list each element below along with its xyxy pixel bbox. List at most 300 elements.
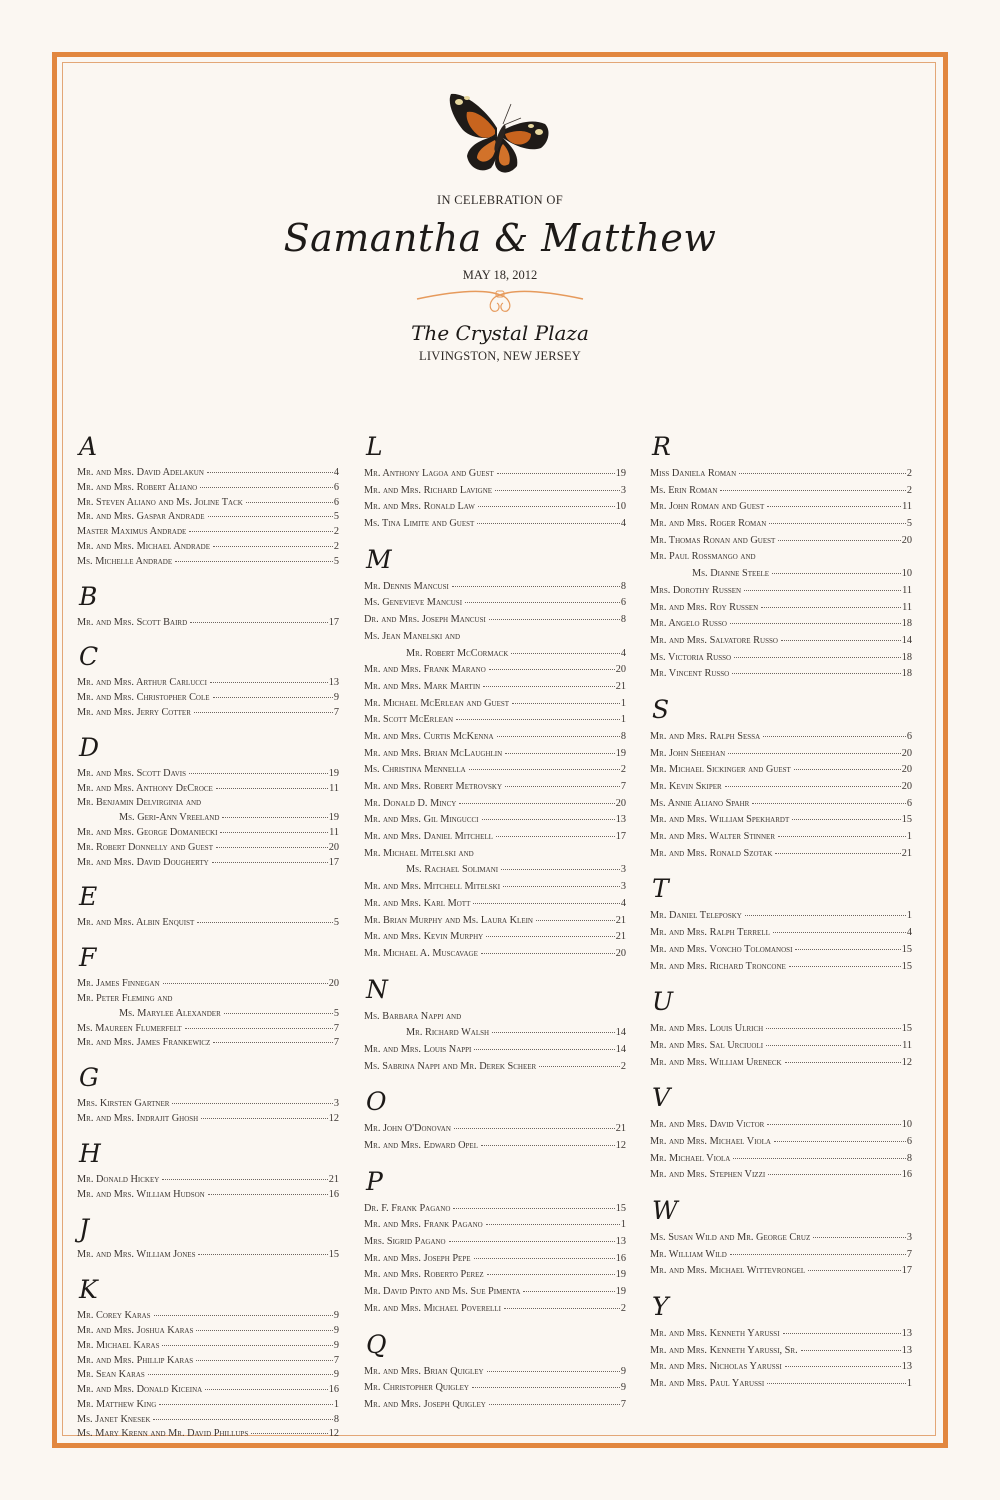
guest-name: Mrs. Dorothy Russen <box>650 584 742 596</box>
guest-entry <box>364 1217 626 1234</box>
guest-name: Mr. and Mrs. Ralph Terrell <box>650 927 770 939</box>
dot-leader <box>792 819 900 820</box>
dot-leader <box>496 836 615 837</box>
table-number: 13 <box>328 677 339 689</box>
table-number: 10 <box>901 568 912 580</box>
guest-name: Mr. and Mrs. Curtis McKenna <box>364 730 494 742</box>
guest-name: Mr. and Mrs. Gaspar Andrade <box>77 511 205 523</box>
guest-entry <box>77 1007 339 1022</box>
guest-name: Mr. and Mrs. William Jones <box>77 1249 196 1261</box>
dot-leader <box>767 1124 900 1125</box>
guest-name: Ms. Tina Limite and Guest <box>364 518 475 530</box>
guest-name: Mr. and Mrs. Scott Davis <box>77 767 187 779</box>
dot-leader <box>497 473 615 474</box>
guest-name: Ms. Genevieve Mancusi <box>364 597 463 609</box>
dot-leader <box>781 640 901 641</box>
dot-leader <box>189 531 333 532</box>
guest-entry <box>77 1324 339 1339</box>
venue-name: The Crystal Plaza <box>411 321 589 345</box>
guest-name: Mr. and Mrs. Louis Nappi <box>364 1043 472 1055</box>
guest-entry <box>650 1376 912 1393</box>
letter-section <box>77 943 339 1051</box>
dot-leader <box>474 1049 614 1050</box>
table-number: 5 <box>333 1007 339 1019</box>
section-letter: E <box>79 882 98 912</box>
table-number: 9 <box>333 1310 339 1322</box>
guest-entry <box>364 595 626 612</box>
dot-leader <box>512 703 620 704</box>
guest-name: Ms. Marylee Alexander <box>119 1007 221 1019</box>
guest-name: Mr. Matthew King <box>77 1398 157 1410</box>
table-number: 5 <box>333 555 339 567</box>
dot-leader <box>501 869 620 870</box>
guest-name: Mr. and Mrs. Kenneth Yarussi <box>650 1328 780 1340</box>
table-number: 21 <box>615 1123 626 1135</box>
letter-section <box>650 695 912 863</box>
table-number: 16 <box>328 1384 339 1396</box>
letter-section <box>77 1275 339 1442</box>
dot-leader <box>224 1013 333 1014</box>
table-number: 19 <box>328 812 339 824</box>
section-letter: B <box>79 581 98 611</box>
guest-entry <box>650 549 912 566</box>
guest-name: Mr. Brian Murphy and Ms. Laura Klein <box>364 914 533 926</box>
guest-name: Ms. Susan Wild and Mr. George Cruz <box>650 1232 811 1243</box>
guest-entry <box>364 1042 626 1059</box>
guest-name: Mr. and Mrs. James Frankewicz <box>77 1037 211 1049</box>
dot-leader <box>459 803 614 804</box>
dot-leader <box>153 1419 332 1420</box>
dot-leader <box>495 490 620 491</box>
dot-leader <box>732 673 900 674</box>
guest-name: Mr. Michael Viola <box>650 1152 731 1164</box>
guest-entry <box>364 483 626 500</box>
guest-entry <box>650 1326 912 1343</box>
table-number: 12 <box>328 1112 339 1124</box>
dot-leader <box>213 697 333 698</box>
dot-leader <box>808 1270 901 1271</box>
dot-leader <box>478 506 615 507</box>
dot-leader <box>473 903 619 904</box>
guest-name: Mr. and Mrs. Walter Stinner <box>650 831 775 843</box>
table-number: 20 <box>615 947 626 959</box>
guest-name: Mr. and Mrs. Brian McLaughlin <box>364 747 503 759</box>
guest-name: Mr. and Mrs. Richard Troncone <box>650 960 786 972</box>
letter-section <box>77 642 339 720</box>
guest-entry <box>364 1009 626 1026</box>
guest-entry <box>364 1301 626 1318</box>
dot-leader <box>789 966 901 967</box>
dot-leader <box>774 1141 906 1142</box>
table-number: 9 <box>333 1324 339 1336</box>
table-number: 1 <box>620 714 626 726</box>
guest-entry <box>364 946 626 963</box>
guest-name: Mr. and Mrs. Scott Baird <box>77 616 188 628</box>
table-number: 12 <box>901 1056 912 1068</box>
table-number: 9 <box>333 1369 339 1381</box>
table-number: 4 <box>620 518 626 530</box>
table-number: 7 <box>906 1248 912 1260</box>
guest-entry <box>77 525 339 540</box>
guest-name: Mr. James Finnegan <box>77 978 160 990</box>
table-number: 16 <box>901 1169 912 1181</box>
guest-name: Mr. Richard Walsh <box>406 1027 490 1039</box>
dot-leader <box>813 1237 906 1238</box>
guest-entry <box>650 925 912 942</box>
dot-leader <box>213 1042 333 1043</box>
table-number: 7 <box>333 1354 339 1366</box>
guest-entry <box>364 516 626 533</box>
dot-leader <box>216 847 328 848</box>
guest-name: Mr. and Mrs. Indrajit Ghosh <box>77 1112 199 1124</box>
guest-name: Mr. William Wild <box>650 1248 727 1260</box>
dot-leader <box>766 1045 901 1046</box>
dot-leader <box>730 623 901 624</box>
dot-leader <box>785 1062 901 1063</box>
guest-name: Ms. Christina Mennella <box>364 764 466 776</box>
table-number: 11 <box>902 584 912 596</box>
letter-section <box>650 1083 912 1184</box>
guest-entry <box>364 662 626 679</box>
dot-leader <box>154 1315 333 1316</box>
dot-leader <box>778 540 900 541</box>
dot-leader <box>205 1389 327 1390</box>
table-number: 4 <box>620 647 626 659</box>
guest-name: Master Maximus Andrade <box>77 526 187 538</box>
section-letter: Q <box>366 1329 387 1359</box>
table-number: 3 <box>620 864 626 876</box>
dot-leader <box>162 1179 327 1180</box>
section-letter: O <box>366 1087 387 1117</box>
guest-entry <box>364 612 626 629</box>
table-number: 15 <box>901 943 912 955</box>
guest-name: Mr. and Mrs. Gil Mingucci <box>364 814 479 826</box>
table-number: 3 <box>333 1098 339 1110</box>
table-number: 4 <box>333 467 339 478</box>
guest-name: Mr. David Pinto and Ms. Sue Pimenta <box>364 1286 521 1298</box>
dot-leader <box>477 523 620 524</box>
guest-entry <box>650 812 912 829</box>
guest-entry <box>650 633 912 650</box>
letter-section <box>650 987 912 1071</box>
dot-leader <box>212 862 328 863</box>
header <box>0 88 1000 364</box>
guest-name: Mr. and Mrs. Stephen Vizzi <box>650 1169 766 1181</box>
dot-leader <box>733 1158 906 1159</box>
table-number: 16 <box>328 1188 339 1200</box>
guest-entry <box>650 1151 912 1168</box>
guest-name: Mr. Scott McErlean <box>364 714 453 726</box>
table-number: 5 <box>333 511 339 523</box>
dot-leader <box>148 1374 333 1375</box>
guest-name: Ms. Victoria Russo <box>650 651 732 663</box>
guest-entry <box>77 510 339 525</box>
guest-name: Mr. and Mrs. Kenneth Yarussi, Sr. <box>650 1344 798 1356</box>
guest-entry <box>77 676 339 691</box>
guest-entry <box>77 1022 339 1037</box>
guest-entry <box>650 1343 912 1360</box>
table-number: 21 <box>615 680 626 692</box>
guest-name: Mr. and Mrs. Robert Aliano <box>77 481 198 493</box>
guest-entry <box>77 496 339 511</box>
table-number: 13 <box>901 1361 912 1373</box>
guest-name: Mr. and Mrs. William Spekhardt <box>650 814 790 826</box>
guest-entry <box>77 856 339 871</box>
table-number: 2 <box>620 1302 626 1314</box>
guest-name: Mr. and Mrs. Frank Pagano <box>364 1219 483 1231</box>
guest-entry <box>650 499 912 516</box>
guest-entry <box>77 841 339 856</box>
guest-entry <box>650 466 912 483</box>
guest-name: Mr. and Mrs. Sal Urciuoli <box>650 1039 764 1051</box>
dot-leader <box>539 1066 620 1067</box>
letter-section <box>364 432 626 533</box>
guest-entry <box>364 762 626 779</box>
guest-entry <box>364 646 626 663</box>
table-number: 7 <box>620 781 626 792</box>
guest-name: Mr. Anthony Lagoa and Guest <box>364 468 494 479</box>
dot-leader <box>201 1118 327 1119</box>
guest-name: Mr. and Mrs. Louis Ulrich <box>650 1023 764 1035</box>
table-number: 18 <box>901 618 912 630</box>
guest-entry <box>77 1309 339 1324</box>
guest-entry <box>364 1025 626 1042</box>
guest-name: Mr. Christopher Quigley <box>364 1382 469 1394</box>
section-letter: Y <box>652 1292 669 1322</box>
table-number: 14 <box>901 634 912 646</box>
guest-name: Mr. and Mrs. Roger Roman <box>650 518 767 530</box>
table-number: 7 <box>333 1037 339 1049</box>
guest-entry <box>650 1359 912 1376</box>
guest-name: Mr. and Mrs. Michael Andrade <box>77 540 211 552</box>
guest-name: Mr. and Mrs. Nicholas Yarussi <box>650 1361 782 1373</box>
table-number: 9 <box>620 1365 626 1377</box>
dot-leader <box>216 788 328 789</box>
table-number: 5 <box>333 917 339 929</box>
guest-entry <box>77 992 339 1007</box>
table-number: 2 <box>906 484 912 496</box>
table-number: 15 <box>901 960 912 972</box>
table-number: 6 <box>333 496 339 508</box>
section-letter: S <box>652 694 670 724</box>
table-number: 6 <box>333 481 339 493</box>
guest-entry <box>650 516 912 533</box>
dot-leader <box>744 590 901 591</box>
guest-entry <box>650 583 912 600</box>
guest-entry <box>364 929 626 946</box>
guest-name: Mr. and Mrs. Christopher Cole <box>77 692 210 704</box>
dot-leader <box>207 472 333 473</box>
guest-name: Mr. Robert McCormack <box>406 647 509 659</box>
dot-leader <box>474 1258 615 1259</box>
section-letter: D <box>79 732 100 762</box>
dot-leader <box>472 1387 620 1388</box>
couple-names: Samantha & Matthew <box>283 216 717 260</box>
dot-leader <box>196 1360 333 1361</box>
guest-name: Mr. and Mrs. David Dougherty <box>77 856 209 868</box>
guest-entry <box>364 712 626 729</box>
dot-leader <box>725 786 901 787</box>
table-number: 18 <box>901 668 912 680</box>
guest-entry <box>650 1055 912 1072</box>
dot-leader <box>454 1128 615 1129</box>
guest-entry <box>650 533 912 550</box>
guest-entry <box>650 829 912 846</box>
guest-entry <box>364 499 626 516</box>
event-date: MAY 18, 2012 <box>462 268 538 282</box>
dot-leader <box>489 619 620 620</box>
table-number: 20 <box>901 781 912 792</box>
guest-entry <box>364 879 626 896</box>
guest-name: Ms. Rachael Solimani <box>406 864 499 876</box>
guest-name: Mr. Steven Aliano and Ms. Joline Tack <box>77 496 243 508</box>
section-letter: C <box>79 642 99 672</box>
dot-leader <box>197 922 333 923</box>
section-letter: L <box>366 432 383 461</box>
dot-leader <box>783 1333 901 1334</box>
guest-entry <box>364 829 626 846</box>
guest-entry <box>77 977 339 992</box>
table-number: 11 <box>902 501 912 513</box>
table-number: 1 <box>620 1219 626 1231</box>
table-number: 3 <box>620 881 626 893</box>
guest-name: Mr. and Mrs. Roy Russen <box>650 601 759 613</box>
guest-entry <box>650 846 912 863</box>
guest-name: Mr. Corey Karas <box>77 1310 151 1322</box>
section-letter: R <box>652 432 671 461</box>
dot-leader <box>469 769 620 770</box>
dot-leader <box>752 803 906 804</box>
dot-leader <box>251 1433 327 1434</box>
table-number: 11 <box>902 1039 912 1051</box>
guest-name: Mr. John Sheehan <box>650 747 726 759</box>
guest-name: Mr. and Mrs. Salvatore Russo <box>650 634 778 646</box>
table-number: 2 <box>906 468 912 479</box>
guest-entry <box>77 691 339 706</box>
guest-name: Mr. and Mrs. Voncho Tolomanosi <box>650 943 793 955</box>
dot-leader <box>794 769 901 770</box>
dot-leader <box>766 1028 900 1029</box>
dot-leader <box>785 1366 901 1367</box>
guest-name: Miss Daniela Roman <box>650 468 737 479</box>
guest-name: Mr. Michael A. Muscavage <box>364 947 478 959</box>
guest-name: Mr. Sean Karas <box>77 1369 145 1381</box>
guest-entry <box>364 1059 626 1076</box>
guest-name: Mr. and Mrs. Mark Martin <box>364 680 481 692</box>
guest-name: Ms. Janet Knesek <box>77 1413 151 1425</box>
dot-leader <box>208 516 333 517</box>
dot-leader <box>739 473 906 474</box>
table-number: 9 <box>333 692 339 704</box>
table-number: 2 <box>333 526 339 538</box>
table-number: 11 <box>329 782 339 794</box>
guest-name: Mr. and Mrs. George Domaniecki <box>77 826 218 838</box>
dot-leader <box>452 586 620 587</box>
guest-name: Mr. Michael Sickinger and Guest <box>650 764 791 776</box>
guest-name: Ms. Erin Roman <box>650 484 718 496</box>
guest-entry <box>77 540 339 555</box>
table-number: 21 <box>901 847 912 859</box>
guest-entry <box>77 1036 339 1051</box>
dot-leader <box>497 736 620 737</box>
guest-name: Ms. Dianne Steele <box>692 568 770 580</box>
guest-entry <box>650 1263 912 1280</box>
section-letter: J <box>79 1214 90 1244</box>
guest-name: Mr. and Mrs. Arthur Carlucci <box>77 677 207 689</box>
letter-section <box>364 1167 626 1318</box>
guest-entry <box>364 1138 626 1155</box>
guest-name: Mr. Paul Rossmango and <box>650 551 756 563</box>
table-number: 4 <box>620 897 626 909</box>
guest-name: Mr. Dennis Mancusi <box>364 580 449 592</box>
table-number: 14 <box>615 1027 626 1039</box>
letter-section <box>77 882 339 931</box>
section-letter: U <box>652 987 674 1017</box>
guest-name: Mr. and Mrs. Donald Kiceina <box>77 1384 203 1396</box>
guest-entry <box>650 566 912 583</box>
table-number: 13 <box>901 1328 912 1340</box>
guest-entry <box>77 1398 339 1413</box>
guest-entry <box>650 1021 912 1038</box>
guest-name: Mr. Daniel Teleposky <box>650 910 742 922</box>
guest-entry <box>650 650 912 667</box>
guest-entry <box>650 1230 912 1247</box>
guest-name: Mr. Angelo Russo <box>650 618 727 630</box>
dot-leader <box>734 657 901 658</box>
guest-name: Mr. and Mrs. Ralph Sessa <box>650 730 761 742</box>
guest-entry <box>650 729 912 746</box>
dot-leader <box>767 506 901 507</box>
guest-entry <box>650 483 912 500</box>
table-number: 7 <box>620 1398 626 1410</box>
table-number: 1 <box>906 910 912 922</box>
guest-name: Mr. and Mrs. Michael Viola <box>650 1135 771 1147</box>
section-letter: H <box>79 1138 101 1168</box>
guest-name: Mr. and Mrs. Michael Wittevrongel <box>650 1265 806 1277</box>
dot-leader <box>489 1404 620 1405</box>
dot-leader <box>482 819 615 820</box>
guest-entry <box>364 913 626 930</box>
guest-name: Mr. and Mrs. Joseph Quigley <box>364 1398 486 1410</box>
table-number: 1 <box>620 697 626 709</box>
guest-entry <box>364 812 626 829</box>
letter-section <box>650 1292 912 1393</box>
guest-name: Mr. and Mrs. William Hudson <box>77 1188 205 1200</box>
dot-leader <box>222 817 327 818</box>
guest-name: Mr. and Mrs. Robert Metrovsky <box>364 781 503 792</box>
table-number: 3 <box>620 484 626 496</box>
table-number: 5 <box>906 518 912 530</box>
guest-entry <box>650 746 912 763</box>
table-number: 20 <box>901 534 912 546</box>
guest-name: Mr. and Mrs. Paul Yarussi <box>650 1378 765 1390</box>
section-letter: F <box>79 943 97 973</box>
table-number: 13 <box>615 1236 626 1248</box>
guest-name: Mr. and Mrs. Roberto Perez <box>364 1269 484 1281</box>
guest-name: Mr. Donald D. Mincy <box>364 797 457 809</box>
guest-name: Mr. and Mrs. Ronald Szotak <box>650 847 773 859</box>
guest-name: Mr. and Mrs. Albin Enquist <box>77 917 195 929</box>
guest-name: Ms. Maureen Flumerfelt <box>77 1022 182 1034</box>
letter-section <box>364 975 626 1076</box>
letter-section <box>364 1330 626 1414</box>
guest-entry <box>650 1134 912 1151</box>
dot-leader <box>489 669 615 670</box>
guest-entry <box>77 616 339 631</box>
table-number: 14 <box>615 1043 626 1055</box>
dot-leader <box>775 853 900 854</box>
guest-entry <box>77 555 339 570</box>
